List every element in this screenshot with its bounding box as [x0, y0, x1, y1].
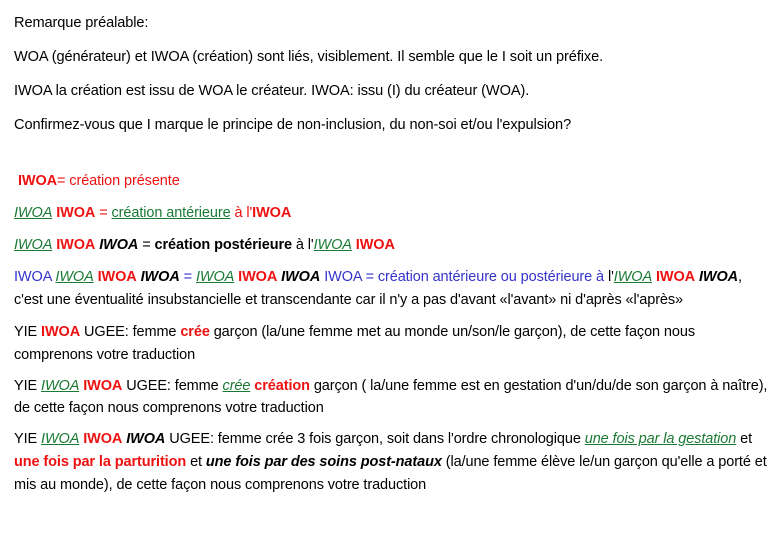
eq3-equals: = [142, 237, 151, 253]
ex1-gloss-end: garçon (la/une femme met au monde un/son/le garçon), de cette façon nous comprenons votre traduction [14, 323, 695, 363]
token-iwoa-green-italic-underline: IWOA [14, 237, 53, 253]
ex1-gloss-start: UGEE: femme [84, 323, 177, 340]
intro-text: Confirmez-vous que I marque le principe de non-inclusion, du non-soi et/ou l'expulsion? [14, 117, 572, 134]
eq3-definition: création postérieure [154, 237, 292, 253]
ex3-phase-3: une fois par des soins post-nataux [205, 454, 442, 471]
intro-line-2 [14, 46, 769, 69]
token-iwoa-green-italic-underline: IWOA [55, 268, 94, 285]
eq3-connector: à l' [295, 237, 314, 253]
token-iwoa-red-bold: IWOA [56, 205, 96, 222]
equation-line-4 [14, 266, 769, 312]
eq4-definition: IWOA = création antérieure ou postérieure à [324, 268, 605, 285]
token-iwoa-red-bold: IWOA [56, 237, 96, 253]
ex2-verb-green: crée [222, 377, 251, 394]
token-iwoa-black-bold-italic: IWOA [126, 431, 166, 448]
example-line-1 [14, 321, 769, 367]
token-iwoa-green-italic-underline: IWOA [41, 431, 80, 448]
token-iwoa-black-bold-italic: IWOA [698, 268, 739, 285]
token-iwoa-green-italic-underline: IWOA [613, 268, 653, 285]
token-iwoa-red-bold: IWOA [252, 205, 292, 222]
ex2-gloss-start: UGEE: femme [126, 377, 219, 394]
token-iwoa-black-bold-italic: IWOA [140, 268, 180, 285]
token-iwoa-green-italic-underline: IWOA [14, 205, 53, 222]
eq2-definition: création antérieure [111, 205, 231, 222]
intro-text: IWOA la création est issu de WOA le créateur. IWOA: issu (I) du créateur (WOA). [14, 83, 530, 100]
token-iwoa-red-bold: IWOA [97, 268, 137, 285]
eq4-equals: = [183, 268, 193, 285]
token-iwoa-blue: IWOA [14, 268, 52, 285]
eq2-connector: à l' [234, 205, 253, 222]
ex3-prefix: YIE [14, 431, 38, 448]
intro-line-4 [14, 114, 769, 137]
token-iwoa-black-bold-italic: IWOA [99, 237, 139, 253]
ex2-verb-red: création [254, 377, 310, 394]
ex2-prefix: YIE [14, 377, 38, 394]
intro-text: Remarque préalable: [14, 15, 149, 31]
token-iwoa-red-bold: IWOA [17, 173, 58, 190]
ex2-gloss-end: garçon ( la/une femme est en gestation d'un/du/de son garçon à naître), de cette façon nous comprenons votre traduction [14, 377, 768, 417]
token-iwoa-green-italic-underline: IWOA [195, 268, 235, 285]
intro-line-3 [14, 80, 769, 103]
token-iwoa-red-bold: IWOA [655, 268, 696, 285]
equation-line-3 [14, 234, 769, 257]
ex3-gloss-start: UGEE: femme crée 3 fois garçon, soit dans l'ordre chronologique [169, 431, 581, 448]
token-iwoa-black-bold-italic: IWOA [281, 268, 321, 285]
ex3-gloss-end: (la/une femme élève le/un garçon qu'elle a porté et mis au monde), de cette façon nous comprenons votre traduction [14, 454, 767, 494]
token-iwoa-red-bold: IWOA [83, 431, 123, 448]
ex3-phase-1: une fois par la gestation [584, 431, 737, 448]
section-spacer [14, 148, 769, 170]
ex1-prefix: YIE [14, 323, 38, 340]
ex3-conj-1: et [740, 431, 753, 448]
eq4-commentary: , c'est une éventualité insubstancielle et transcendante car il n'y a pas d'avant «l'avant» ni d'après «l'après» [14, 268, 742, 308]
eq2-equals: = [99, 205, 108, 222]
example-line-2 [14, 375, 769, 421]
intro-text: WOA (générateur) et IWOA (création) sont liés, visiblement. Il semble que le I soit un préfixe. [14, 49, 604, 66]
equation-line-2 [14, 202, 769, 225]
eq1-definition: = création présente [57, 173, 180, 190]
token-iwoa-green-italic-underline: IWOA [313, 237, 352, 253]
token-iwoa-red-bold: IWOA [83, 377, 123, 394]
token-iwoa-green-italic-underline: IWOA [41, 377, 80, 394]
ex1-verb: crée [180, 323, 210, 340]
token-iwoa-red-bold: IWOA [41, 323, 81, 340]
ex3-phase-2: une fois par la parturition [14, 454, 187, 471]
token-iwoa-red-bold: IWOA [238, 268, 278, 285]
ex3-conj-2: et [190, 454, 202, 471]
equation-line-1 [14, 170, 769, 193]
example-line-3 [14, 428, 769, 497]
intro-line-1 [14, 12, 769, 35]
eq4-connector: l' [607, 268, 614, 285]
token-iwoa-red-bold: IWOA [355, 237, 395, 253]
